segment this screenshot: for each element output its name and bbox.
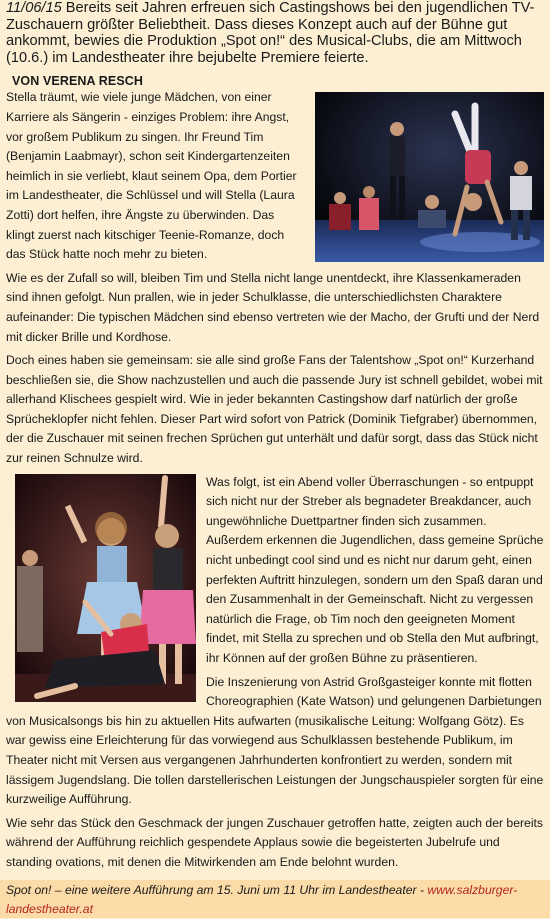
photo-breakdance-scene <box>315 92 544 262</box>
theater-website-link[interactable]: www.salzburger-landestheater.at <box>6 883 518 916</box>
article-date: 11/06/15 <box>6 0 62 16</box>
lead-text: Bereits seit Jahren erfreuen sich Castingshows bei den jugendlichen TV-Zuschauern größter Beliebtheit. Dass dieses Konzept auch auf der Bühne gut ankommt, bewies die Produktion „Spot on!“ des Musical-Clubs, die am Mittwoch (10.6.) im Landestheater ihre bejubelte Premiere feierte. <box>6 0 535 66</box>
article-lead <box>6 0 544 66</box>
author-byline: VON VERENA RESCH <box>12 74 144 89</box>
paragraph-5: Die Inszenierung von Astrid Großgasteiger konnte mit flotten Choreographien (Kate Watson) und gelungenen Darbietungen von Musicalsongs bis hin zu aktuellen Hits aufwarten (musikalische Leitung: Wolfgang Götz). Es war gewiss eine Erleichterung für das vorwiegend aus Schulklassen bestehende Publikum, im Theater nicht mit Versen aus vergangenen Jahrhunderten konfrontiert zu werden, sondern mit lässigem Jugendslang. Die tollen darstellerischen Leistungen der Jungschauspieler sorgten für eine kurzweilige Aufführung. <box>6 674 544 807</box>
paragraph-3: Doch eines haben sie gemeinsam: sie alle sind große Fans der Talentshow „Spot on!“ Kurzerhand beschließen sie, die Show nachzustellen und auch die passende Jury ist schnell gebildet, wobei mit allerhand Klischees gespielt wird. Wie in jeder bekannten Castingshow darf natürlich der große Sprücheklopfer nicht fehlen. Dieser Part wird sofort von Patrick (Dominik Tiefgraber) übernommen, der die Zuschauer mit seinen frechen Sprüchen gut unterhält und dafür sorgt, dass das Stück nicht zur reinen Schnulze wird. <box>6 353 543 466</box>
paragraph-1: Stella träumt, wie viele junge Mädchen, von einer Karriere als Sängerin - einziges Problem: ihre Angst, vor großem Publikum zu singen. Ihr Freund Tim (Benjamin Laabmayr), schon seit Kindergartenzeiten heimlich in sie verliebt, klaut seinem Opa, dem Portier im Landestheater, die Schlüssel und will Stella (Laura Zotti) dort helfen, ihre Ängste zu überwinden. Das klingt zuerst nach kitschiger Teenie-Romanze, doch das Stück hatte noch mehr zu bieten. <box>6 90 297 262</box>
paragraph-6: Wie sehr das Stück den Geschmack der jungen Zuschauer getroffen hatte, zeigten auch der bereits während der Aufführung reichlich gespendete Applaus sowie die begeisterten Jubelrufe und standing ovations, mit denen die Mitwirkenden am Ende belohnt wurden. <box>6 815 544 869</box>
paragraph-2: Wie es der Zufall so will, bleiben Tim und Stella nicht lange unentdeckt, ihre Klassenkameraden sind ihnen gefolgt. Nun prallen, wie in jeder Schulklasse, die unterschiedlichsten Charaktere aufeinander: Die typischen Mädchen sind ebenso vertreten wie der Macho, der Grufti und der Nerd mit dicker Brille und Kordhose. <box>6 270 540 344</box>
photo-dance-ensemble <box>15 474 196 702</box>
paragraph-4: Was folgt, ist ein Abend voller Überraschungen - so entpuppt sich nicht nur der Streber als begnadeter Breakdancer, auch ungewöhnliche Duettpartner finden sich zusammen. Außerdem erkennen die Jugendlichen, dass gemeine Sprüche nicht unbedingt cool sind und es nicht nur darum geht, einen perfekten Auftritt hinzulegen, sondern um den Spaß daran und den Zusammenhalt in der Gemeinschaft. Nicht zu vergessen natürlich die Frage, ob Tim noch den geeigneten Moment findet, mit Stella zu sprechen und ob Stella den Mut aufbringt, ihr Können auf der großen Bühne zu präsentieren. <box>206 474 544 665</box>
footer-note <box>0 880 550 918</box>
footer-text: Spot on! – eine weitere Aufführung am 15. Juni um 11 Uhr im Landestheater - <box>6 883 428 897</box>
